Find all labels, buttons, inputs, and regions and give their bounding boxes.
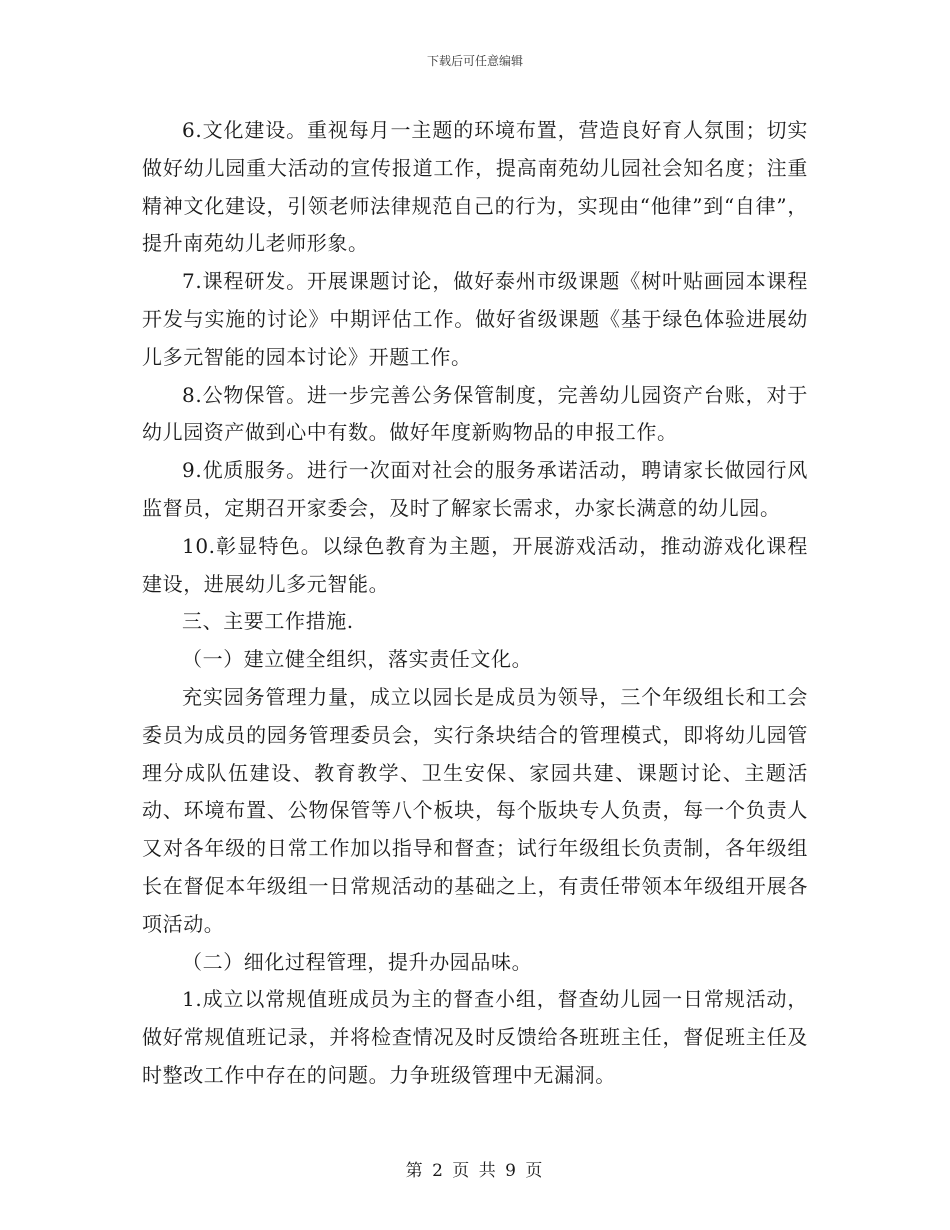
paragraph-curriculum: 7.课程研发。开展课题讨论，做好泰州市级课题《树叶贴画园本课程开发与实施的讨论》中期评估工作。做好省级课题《基于绿色体验进展幼儿多元智能的园本讨论》开题工作。	[142, 269, 808, 369]
page-number: 第 2 页 共 9 页	[405, 1161, 545, 1181]
subsection-heading-organization: （一）建立健全组织，落实责任文化。	[182, 647, 533, 672]
paragraph-property: 8.公物保管。进一步完善公务保管制度，完善幼儿园资产台账，对于幼儿园资产做到心中有数。做好年度新购物品的申报工作。	[142, 382, 808, 445]
subsection-heading-process: （二）细化过程管理，提升办园品味。	[182, 949, 533, 974]
paragraph-features: 10.彰显特色。以绿色教育为主题，开展游戏活动，推动游戏化课程建设，进展幼儿多元智能。	[142, 533, 808, 596]
section-heading-measures: 三、主要工作措施.	[182, 609, 354, 634]
paragraph-culture: 6.文化建设。重视每月一主题的环境布置，营造良好育人氛围；切实做好幼儿园重大活动的宣传报道工作，提高南苑幼儿园社会知名度；注重精神文化建设，引领老师法律规范自己的行为，实现由“他律”到“自律”，提升南苑幼儿老师形象。	[142, 118, 808, 256]
paragraph-organization: 充实园务管理力量，成立以园长是成员为领导，三个年级组长和工会委员为成员的园务管理委员会，实行条块结合的管理模式，即将幼儿园管理分成队伍建设、教育教学、卫生安保、家园共建、课题讨论、主题活动、环境布置、公物保管等八个板块，每个版块专人负责，每一个负责人又对各年级的日常工作加以指导和督查；试行年级组长负责制，各年级组长在督促本年级组一日常规活动的基础之上，有责任带领本年级组开展各项活动。	[142, 684, 808, 936]
document-body	[142, 112, 808, 1095]
paragraph-service: 9.优质服务。进行一次面对社会的服务承诺活动，聘请家长做园行风监督员，定期召开家委会，及时了解家长需求，办家长满意的幼儿园。	[142, 458, 808, 520]
paragraph-inspection: 1.成立以常规值班成员为主的督查小组，督查幼儿园一日常规活动，做好常规值班记录，并将检查情况及时反馈给各班班主任，督促班主任及时整改工作中存在的问题。力争班级管理中无漏洞。	[142, 987, 808, 1087]
page-header: 下载后可任意编辑	[426, 54, 523, 68]
